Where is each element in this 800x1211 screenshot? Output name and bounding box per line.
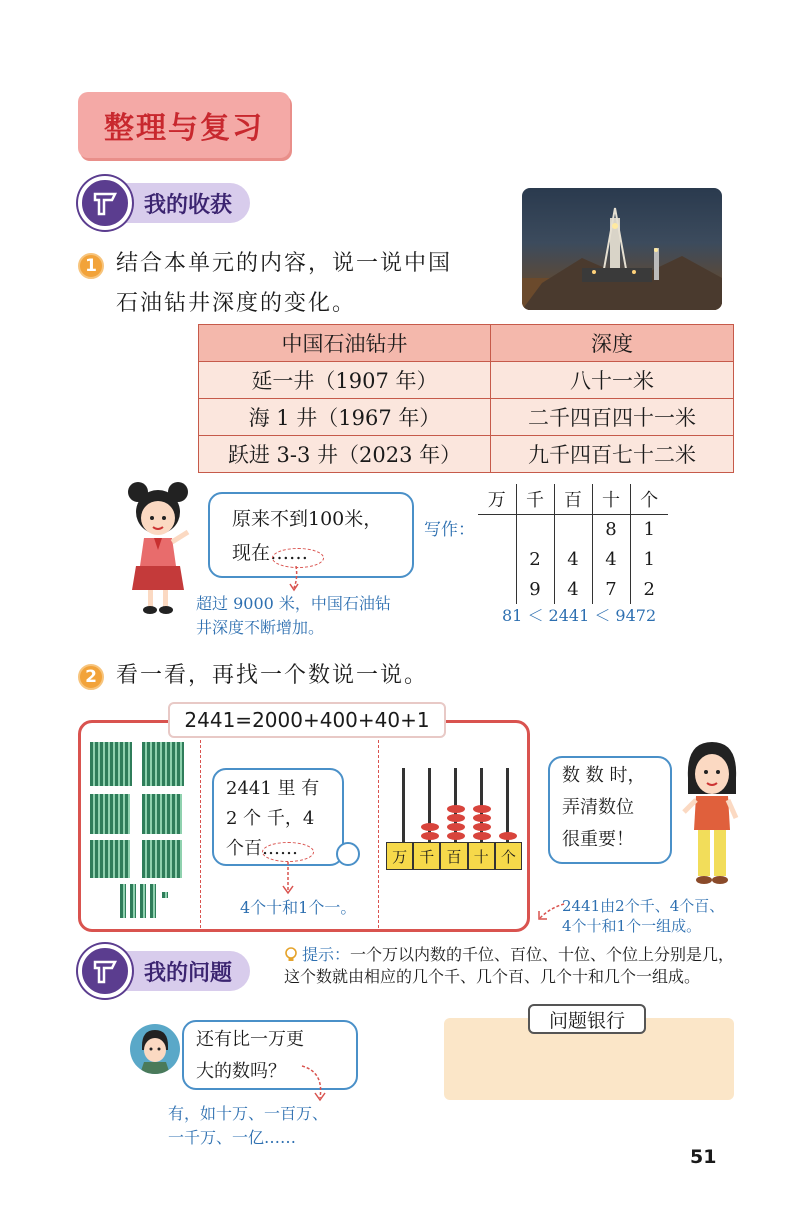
speech-bubble-3: [548, 756, 672, 864]
abacus-rod: [402, 768, 405, 846]
hundred-flat: [90, 794, 130, 834]
pv-cell: [554, 514, 592, 544]
page-number: 51: [690, 1146, 717, 1168]
bubble-1-line1: 原来不到100米，: [232, 508, 383, 530]
note-4: [168, 1102, 328, 1150]
pv-cell: 4: [554, 544, 592, 574]
note-1-line2: 井深度不断增加。: [196, 618, 325, 637]
question-1-text-line2: 石油钻井深度的变化。: [116, 291, 357, 316]
pv-cell: 2: [516, 544, 554, 574]
pv-cell: 2: [630, 574, 668, 604]
girl-illustration: [116, 478, 200, 618]
question-1-text-line1: 结合本单元的内容，说一说中国: [116, 251, 453, 276]
drilling-depth-table: [198, 324, 734, 473]
tip-block: [284, 944, 734, 988]
arrow-2: [278, 862, 298, 896]
note-1-line1: 超过 9000 米，中国石油钻: [196, 594, 391, 613]
table-row: [478, 574, 668, 604]
abacus-label: 十: [468, 842, 495, 870]
table-header-row: [199, 325, 734, 362]
divider: [378, 740, 379, 928]
table-cell: 二千四百四十一米: [491, 399, 734, 436]
table-cell: 跃进 3-3 井（2023 年）: [199, 436, 491, 473]
table-header-depth: 深度: [491, 325, 734, 362]
thousand-cube: [142, 742, 184, 786]
abacus-bead: [447, 823, 465, 831]
tip-line1: 一个万以内数的千位、百位、十位、个位上分别是几，: [350, 945, 735, 964]
pv-header: 千: [516, 484, 554, 514]
dotted-ellipse-1: [272, 548, 324, 568]
equation-label: 2441=2000+400+40+1: [168, 702, 446, 738]
bubble-2-line2: 2 个 千，4: [226, 808, 315, 829]
pv-cell: 9: [516, 574, 554, 604]
bubble-3-line2: 弄清数位: [562, 797, 634, 818]
arrow-4: [300, 1062, 330, 1104]
comparison-text: 81 ＜ 2441 ＜ 9472: [502, 606, 657, 625]
oil-rig-photo: [522, 188, 722, 310]
table-cell: 延一井（1907 年）: [199, 362, 491, 399]
heading-my-gains-label: 我的收获: [118, 183, 250, 223]
speech-bubble-4: [182, 1020, 358, 1090]
table-row: [478, 514, 668, 544]
girl-illustration-2: [676, 738, 748, 890]
abacus-bead: [473, 832, 491, 840]
abacus-base: [386, 842, 522, 870]
table-row: [199, 362, 734, 399]
pv-header: 万: [478, 484, 516, 514]
abacus-label: 万: [386, 842, 413, 870]
place-value-chart: [478, 484, 668, 604]
table-cell: 九千四百七十二米: [491, 436, 734, 473]
table-cell: 八十一米: [491, 362, 734, 399]
pv-cell: 7: [592, 574, 630, 604]
hand-icon: [78, 944, 132, 998]
note-4-line1: 有，如十万、一百万、: [168, 1104, 329, 1123]
abacus-bead: [447, 805, 465, 813]
pv-header: 十: [592, 484, 630, 514]
pv-cell: [478, 544, 516, 574]
lightbulb-icon: [284, 947, 298, 963]
ten-rod: [120, 884, 126, 918]
abacus-bead: [447, 832, 465, 840]
thousand-cube: [90, 742, 132, 786]
note-1: [196, 592, 391, 640]
note-2: 4个十和1个一。: [240, 898, 357, 917]
ten-rod: [140, 884, 146, 918]
abacus-bead: [473, 823, 491, 831]
hundred-flat: [142, 840, 182, 878]
write-label: 写作：: [424, 520, 475, 540]
ten-rod: [130, 884, 136, 918]
dotted-ellipse-2: [262, 842, 314, 862]
hundred-flat: [142, 794, 182, 834]
pv-cell: 1: [630, 544, 668, 574]
abacus-bead: [421, 823, 439, 831]
table-row: [199, 399, 734, 436]
table-row: [199, 436, 734, 473]
heading-my-questions-label: 我的问题: [118, 951, 250, 991]
table-row: [478, 544, 668, 574]
pv-header: 个: [630, 484, 668, 514]
arrow-1: [286, 566, 306, 592]
bubble-4-line2: 大的数吗？: [196, 1061, 286, 1082]
bubble-1-line2: 现在……: [232, 542, 309, 564]
abacus-bead: [421, 832, 439, 840]
note-3-line1: 2441由2个千、4个百、: [562, 897, 725, 915]
note-4-line2: 一千万、一亿……: [168, 1128, 297, 1147]
abacus-bead: [473, 814, 491, 822]
abacus-label: 千: [413, 842, 440, 870]
unit-cube: [162, 892, 168, 898]
bubble-3-line1: 数 数 时，: [562, 765, 646, 786]
pv-cell: [478, 574, 516, 604]
thought-circle: [336, 842, 360, 866]
bubble-3-line3: 很重要！: [562, 829, 634, 850]
pv-cell: 4: [592, 544, 630, 574]
question-bank-label: 问题银行: [528, 1004, 646, 1034]
note-3: [562, 896, 724, 936]
heading-my-gains: [78, 178, 250, 228]
pv-cell: 8: [592, 514, 630, 544]
pv-header: 百: [554, 484, 592, 514]
bubble-2-line3: 个百……: [226, 838, 298, 859]
pv-cell: 1: [630, 514, 668, 544]
abacus-bead: [499, 832, 517, 840]
hand-icon: [78, 176, 132, 230]
bubble-2-line1: 2441 里 有: [226, 778, 320, 799]
place-value-header: [478, 484, 668, 514]
question-1-number: 1: [78, 253, 104, 279]
heading-my-questions: [78, 946, 250, 996]
tip-label: 提示：: [302, 945, 351, 964]
pv-cell: [516, 514, 554, 544]
pv-cell: 4: [554, 574, 592, 604]
question-2-number: 2: [78, 664, 104, 690]
section-title-text: 整理与复习: [104, 111, 264, 146]
tip-line2: 这个数就由相应的几个千、几个百、几个十和几个一组成。: [284, 967, 701, 986]
table-cell: 海 1 井（1967 年）: [199, 399, 491, 436]
base-ten-blocks: [90, 742, 190, 918]
section-title: [78, 92, 290, 158]
tip-line1-row: [284, 944, 734, 966]
divider: [200, 740, 201, 928]
ten-rod: [150, 884, 156, 918]
hundred-flat: [90, 840, 130, 878]
abacus-bead: [447, 814, 465, 822]
note-3-line2: 4个十和1个一组成。: [562, 917, 702, 935]
abacus-label: 个: [495, 842, 522, 870]
boy-avatar: [130, 1024, 180, 1074]
abacus-label: 百: [440, 842, 467, 870]
abacus-bead: [473, 805, 491, 813]
pv-cell: [478, 514, 516, 544]
question-2-text: 看一看，再找一个数说一说。: [116, 663, 429, 688]
bubble-4-line1: 还有比一万更: [196, 1029, 304, 1050]
table-header-well: 中国石油钻井: [199, 325, 491, 362]
